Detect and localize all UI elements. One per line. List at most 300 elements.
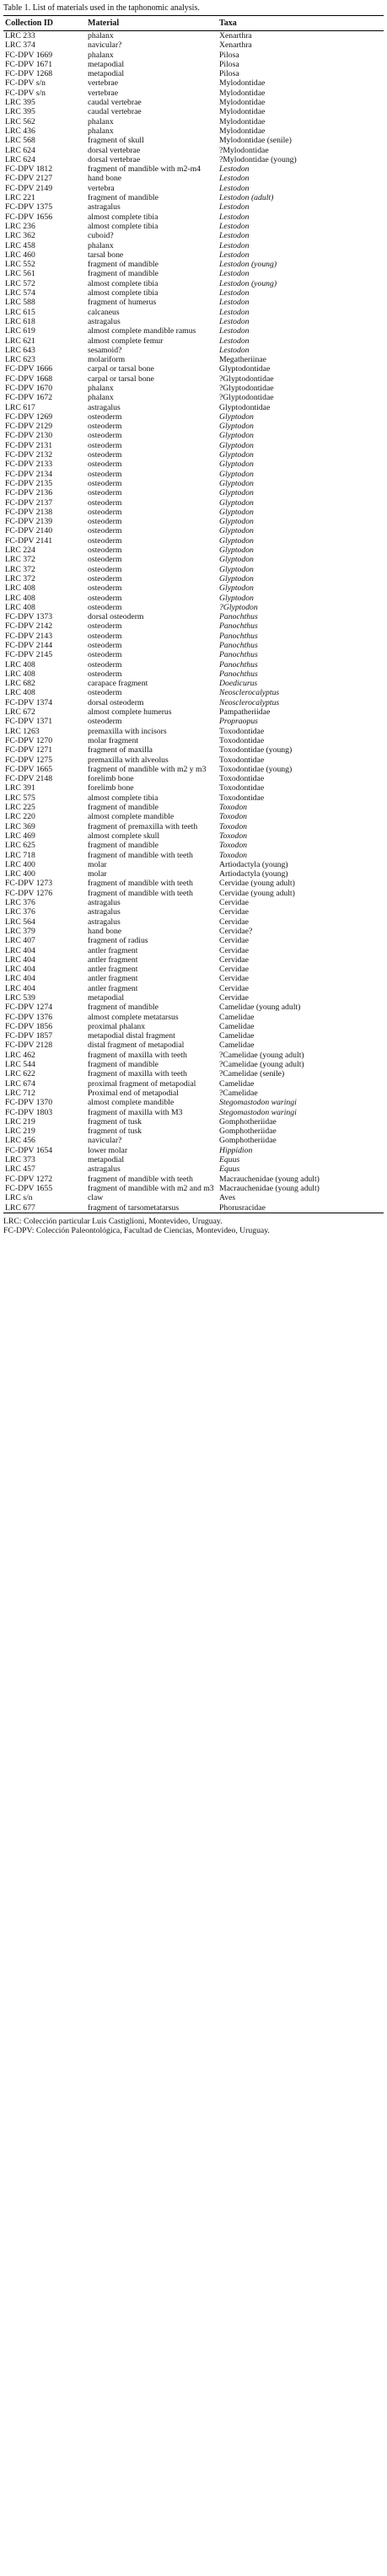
cell-taxa: ?Camelidae (senile) xyxy=(219,1069,285,1079)
cell-collection-id: LRC 564 xyxy=(5,917,35,927)
cell-taxa: Cervidae (young adult) xyxy=(219,879,295,889)
cell-material: astragalus xyxy=(88,1164,121,1175)
header-row xyxy=(3,16,384,31)
table-row xyxy=(3,851,384,860)
cell-collection-id: FC-DPV 2144 xyxy=(5,641,53,650)
cell-collection-id: LRC 436 xyxy=(5,126,35,136)
table-row xyxy=(3,298,384,307)
cell-material: fragment of mandible xyxy=(88,1003,159,1013)
cell-material: phalanx xyxy=(88,126,114,136)
cell-collection-id: LRC 376 xyxy=(5,907,35,917)
cell-material: antler fragment xyxy=(88,965,138,975)
cell-material: antler fragment xyxy=(88,974,138,984)
cell-collection-id: FC-DPV 1671 xyxy=(5,59,53,69)
cell-material: almost complete tibia xyxy=(88,221,159,231)
cell-material: claw xyxy=(88,1193,104,1203)
table-row xyxy=(3,403,384,412)
cell-material: metapodial xyxy=(88,59,125,69)
cell-material: almost complete mandible xyxy=(88,1098,175,1108)
cell-taxa: Panochthus xyxy=(219,650,258,660)
cell-taxa: Panochthus xyxy=(219,612,258,622)
cell-material: almost complete mandible ramus xyxy=(88,326,196,336)
cell-material: osteoderm xyxy=(88,488,122,498)
cell-material: tarsal bone xyxy=(88,250,124,260)
table-row xyxy=(3,184,384,193)
cell-collection-id: FC-DPV 2129 xyxy=(5,422,53,432)
cell-collection-id: LRC 374 xyxy=(5,40,35,51)
cell-material: almost complete mandible xyxy=(88,812,175,822)
cell-taxa: Gomphotheriidae xyxy=(219,1116,277,1127)
cell-collection-id: FC-DPV 1273 xyxy=(5,879,53,889)
cell-taxa: Pilosa xyxy=(219,50,239,60)
footnote-lrc: LRC: Colección particular Luis Castiglioni, Montevideo, Uruguay. xyxy=(3,1216,223,1226)
cell-collection-id: LRC 623 xyxy=(5,355,35,365)
cell-collection-id: FC-DPV 1274 xyxy=(5,1003,53,1013)
cell-collection-id: LRC 395 xyxy=(5,98,35,108)
cell-material: astragalus xyxy=(88,917,121,927)
cell-material: fragment of maxilla xyxy=(88,745,153,756)
cell-taxa: Cervidae xyxy=(219,983,249,993)
cell-collection-id: LRC 233 xyxy=(5,31,35,40)
cell-taxa: Cervidae xyxy=(219,907,249,917)
cell-material: osteoderm xyxy=(88,411,122,422)
cell-material: osteoderm xyxy=(88,440,122,450)
cell-collection-id: LRC 643 xyxy=(5,345,35,355)
cell-taxa: Gomphotheriidae xyxy=(219,1136,277,1146)
table-row xyxy=(3,831,384,841)
cell-collection-id: FC-DPV 2127 xyxy=(5,174,53,184)
cell-material: osteoderm xyxy=(88,422,122,432)
cell-material: molariform xyxy=(88,355,126,365)
cell-collection-id: FC-DPV 1803 xyxy=(5,1107,53,1117)
cell-material: phalanx xyxy=(88,393,114,403)
cell-material: osteoderm xyxy=(88,469,122,479)
document-page xyxy=(0,0,387,1236)
cell-collection-id: FC-DPV 1275 xyxy=(5,755,53,765)
cell-collection-id: LRC 672 xyxy=(5,707,35,718)
cell-collection-id: FC-DPV 2140 xyxy=(5,526,53,536)
cell-collection-id: LRC 544 xyxy=(5,1060,35,1070)
cell-collection-id: LRC 407 xyxy=(5,936,35,946)
cell-collection-id: LRC 618 xyxy=(5,316,35,326)
cell-material: antler fragment xyxy=(88,955,138,965)
table-row xyxy=(3,793,384,803)
cell-taxa: Lestodon xyxy=(219,202,250,212)
cell-material: osteoderm xyxy=(88,535,122,546)
cell-material: vertebrae xyxy=(88,78,119,89)
cell-taxa: Cervidae xyxy=(219,945,249,955)
cell-material: fragment of mandible with teeth xyxy=(88,850,193,860)
cell-taxa: ?Glyptodontidae xyxy=(219,383,274,393)
cell-material: fragment of mandible with m2-m4 xyxy=(88,164,201,175)
cell-collection-id: FC-DPV 2135 xyxy=(5,478,53,488)
table-row xyxy=(3,1069,384,1078)
table-caption: Table 1. List of materials used in the taphonomic analysis. xyxy=(3,3,200,13)
table-row xyxy=(3,765,384,774)
table-row xyxy=(3,412,384,422)
cell-material: forelimb bone xyxy=(88,774,134,784)
cell-taxa: ?Glyptodon xyxy=(219,602,258,612)
table-row xyxy=(3,117,384,126)
cell-collection-id: FC-DPV 1654 xyxy=(5,1145,53,1155)
cell-material: astragalus xyxy=(88,202,121,212)
table-row xyxy=(3,308,384,317)
cell-taxa: Lestodon xyxy=(219,326,250,336)
cell-collection-id: LRC 408 xyxy=(5,602,35,612)
table-row xyxy=(3,641,384,650)
table-row xyxy=(3,250,384,260)
table-row xyxy=(3,1136,384,1145)
cell-material: osteoderm xyxy=(88,717,122,727)
table-row xyxy=(3,260,384,269)
cell-taxa: Toxodon xyxy=(219,812,248,822)
cell-taxa: Lestodon (young) xyxy=(219,278,277,288)
cell-taxa: Glyptodon xyxy=(219,440,254,450)
table-row xyxy=(3,460,384,469)
cell-material: antler fragment xyxy=(88,945,138,955)
table-row xyxy=(3,1164,384,1174)
cell-material: fragment of humerus xyxy=(88,298,157,308)
cell-collection-id: LRC 404 xyxy=(5,945,35,955)
cell-collection-id: FC-DPV 1270 xyxy=(5,735,53,745)
table-row xyxy=(3,393,384,402)
table-row xyxy=(3,146,384,155)
table-row xyxy=(3,1127,384,1136)
table-row xyxy=(3,860,384,869)
table-row xyxy=(3,498,384,508)
table-row xyxy=(3,1155,384,1164)
cell-material: phalanx xyxy=(88,383,114,393)
table-row xyxy=(3,612,384,621)
cell-material: caudal vertebrae xyxy=(88,107,142,117)
cell-collection-id: FC-DPV 2130 xyxy=(5,431,53,441)
cell-material: almost complete femur xyxy=(88,336,164,346)
cell-material: fragment of mandible with teeth xyxy=(88,1174,193,1184)
cell-material: osteoderm xyxy=(88,517,122,527)
table-row xyxy=(3,546,384,555)
cell-taxa: Panochthus xyxy=(219,669,258,679)
cell-collection-id: LRC 372 xyxy=(5,555,35,565)
cell-material: fragment of mandible xyxy=(88,269,159,279)
cell-taxa: Lestodon xyxy=(219,316,250,326)
cell-taxa: Panochthus xyxy=(219,659,258,670)
table-row xyxy=(3,31,384,41)
table-row xyxy=(3,812,384,821)
cell-material: astragalus xyxy=(88,316,121,326)
cell-collection-id: LRC 619 xyxy=(5,326,35,336)
table-row xyxy=(3,231,384,240)
cell-taxa: Mylodontidae xyxy=(219,78,266,89)
cell-material: distal fragment of metapodial xyxy=(88,1041,185,1051)
cell-taxa: Glyptodon xyxy=(219,460,254,470)
cell-taxa: Lestodon (young) xyxy=(219,260,277,270)
cell-collection-id: LRC 561 xyxy=(5,269,35,279)
cell-taxa: Glyptodon xyxy=(219,583,254,594)
cell-collection-id: FC-DPV 1268 xyxy=(5,69,53,79)
table-row xyxy=(3,1013,384,1022)
table-row xyxy=(3,1203,384,1213)
cell-collection-id: FC-DPV 1276 xyxy=(5,888,53,898)
table-row xyxy=(3,621,384,631)
table-row xyxy=(3,650,384,659)
cell-collection-id: FC-DPV 1666 xyxy=(5,364,53,374)
cell-material: premaxilla with incisors xyxy=(88,726,167,736)
cell-material: osteoderm xyxy=(88,564,122,574)
cell-collection-id: LRC 552 xyxy=(5,260,35,270)
table-row xyxy=(3,1041,384,1050)
table-row xyxy=(3,69,384,78)
cell-taxa: Cervidae (young adult) xyxy=(219,888,295,898)
table-row xyxy=(3,479,384,488)
cell-taxa: Lestodon xyxy=(219,336,250,346)
cell-collection-id: LRC 624 xyxy=(5,145,35,155)
cell-material: antler fragment xyxy=(88,983,138,993)
cell-collection-id: FC-DPV 1668 xyxy=(5,374,53,384)
cell-collection-id: LRC 682 xyxy=(5,679,35,689)
cell-material: fragment of mandible xyxy=(88,841,159,851)
table-row xyxy=(3,583,384,593)
cell-collection-id: LRC 625 xyxy=(5,841,35,851)
cell-taxa: Neosclerocalyptus xyxy=(219,688,280,698)
cell-taxa: Camelidae xyxy=(219,1021,255,1031)
table-row xyxy=(3,536,384,546)
cell-material: almost complete tibia xyxy=(88,288,159,298)
cell-material: metapodial xyxy=(88,69,125,79)
table-row xyxy=(3,155,384,164)
cell-taxa: Glyptodon xyxy=(219,450,254,460)
cell-material: dorsal osteoderm xyxy=(88,697,144,707)
cell-collection-id: LRC 220 xyxy=(5,812,35,822)
cell-material: osteoderm xyxy=(88,507,122,517)
cell-material: fragment of premaxilla with teeth xyxy=(88,821,198,831)
cell-collection-id: FC-DPV 2128 xyxy=(5,1041,53,1051)
table-row xyxy=(3,707,384,717)
cell-collection-id: LRC 568 xyxy=(5,136,35,146)
table-row xyxy=(3,660,384,670)
cell-taxa: Cervidae xyxy=(219,965,249,975)
cell-collection-id: FC-DPV 2145 xyxy=(5,650,53,660)
cell-taxa: Glyptodontidae xyxy=(219,402,271,412)
cell-collection-id: LRC 376 xyxy=(5,898,35,908)
header-taxa: Taxa xyxy=(218,16,384,31)
cell-collection-id: LRC 621 xyxy=(5,336,35,346)
cell-collection-id: LRC 457 xyxy=(5,1164,35,1175)
cell-material: phalanx xyxy=(88,116,114,126)
cell-taxa: Cervidae xyxy=(219,992,249,1003)
cell-collection-id: LRC 395 xyxy=(5,107,35,117)
table-body xyxy=(3,31,384,1213)
table-row xyxy=(3,993,384,1003)
cell-taxa: Aves xyxy=(219,1193,236,1203)
cell-taxa: Lestodon xyxy=(219,174,250,184)
cell-material: carpal or tarsal bone xyxy=(88,364,154,374)
table-row xyxy=(3,136,384,145)
cell-collection-id: FC-DPV 1374 xyxy=(5,697,53,707)
cell-taxa: Toxodontidae (young) xyxy=(219,764,293,774)
cell-material: osteoderm xyxy=(88,602,122,612)
table-row xyxy=(3,869,384,879)
cell-collection-id: FC-DPV 1656 xyxy=(5,212,53,222)
cell-material: caudal vertebrae xyxy=(88,98,142,108)
table-row xyxy=(3,517,384,526)
cell-material: proximal fragment of metapodial xyxy=(88,1078,196,1089)
table-row xyxy=(3,1193,384,1202)
cell-material: fragment of maxilla with teeth xyxy=(88,1050,187,1060)
cell-taxa: Glyptodon xyxy=(219,488,254,498)
cell-material: fragment of mandible with m2 and m3 xyxy=(88,1183,214,1193)
cell-taxa: Cervidae xyxy=(219,936,249,946)
table-row xyxy=(3,422,384,431)
cell-collection-id: FC-DPV 2137 xyxy=(5,497,53,508)
table-row xyxy=(3,51,384,60)
table-row xyxy=(3,565,384,574)
table-footnotes xyxy=(3,1217,384,1236)
cell-taxa: Macrauchenidae (young adult) xyxy=(219,1183,320,1193)
cell-collection-id: LRC 404 xyxy=(5,965,35,975)
table-row xyxy=(3,889,384,898)
cell-collection-id: LRC 404 xyxy=(5,983,35,993)
cell-material: molar xyxy=(88,869,107,879)
cell-material: dorsal vertebrae xyxy=(88,145,141,155)
cell-collection-id: LRC 404 xyxy=(5,974,35,984)
cell-material: fragment of mandible with m2 y m3 xyxy=(88,764,207,774)
cell-taxa: Camelidae xyxy=(219,1041,255,1051)
table-row xyxy=(3,670,384,679)
cell-material: proximal phalanx xyxy=(88,1021,146,1031)
cell-material: cuboid? xyxy=(88,231,114,241)
table-row xyxy=(3,841,384,850)
cell-taxa: Glyptodon xyxy=(219,431,254,441)
cell-taxa: Toxodon xyxy=(219,803,248,813)
cell-collection-id: LRC 677 xyxy=(3,1203,86,1213)
table-row xyxy=(3,78,384,88)
table-row xyxy=(3,508,384,517)
cell-material: molar fragment xyxy=(88,735,138,745)
cell-material: calcaneus xyxy=(88,307,120,317)
cell-taxa: Artiodactyla (young) xyxy=(219,869,288,879)
table-row xyxy=(3,60,384,69)
cell-collection-id: LRC 617 xyxy=(5,402,35,412)
cell-collection-id: FC-DPV s/n xyxy=(5,88,46,98)
cell-collection-id: FC-DPV 1269 xyxy=(5,411,53,422)
table-row xyxy=(3,774,384,783)
cell-taxa: Phorusracidae xyxy=(218,1203,384,1213)
table-row xyxy=(3,965,384,974)
table-row xyxy=(3,803,384,812)
cell-collection-id: LRC 572 xyxy=(5,278,35,288)
table-row xyxy=(3,346,384,355)
table-row xyxy=(3,898,384,907)
cell-collection-id: LRC 615 xyxy=(5,307,35,317)
cell-collection-id: FC-DPV 2142 xyxy=(5,621,53,632)
cell-taxa: Propraopus xyxy=(219,717,258,727)
table-row xyxy=(3,783,384,793)
cell-taxa: Xenarthra xyxy=(219,31,252,40)
table-row xyxy=(3,288,384,298)
table-row xyxy=(3,241,384,250)
cell-taxa: Glyptodon xyxy=(219,517,254,527)
cell-taxa: Gomphotheriidae xyxy=(219,1127,277,1137)
table-row xyxy=(3,927,384,936)
table-row xyxy=(3,193,384,202)
cell-taxa: Glyptodontidae xyxy=(219,364,271,374)
cell-taxa: Glyptodon xyxy=(219,546,254,556)
table-row xyxy=(3,756,384,765)
cell-material: hand bone xyxy=(88,926,122,936)
cell-taxa: Camelidae xyxy=(219,1078,255,1089)
cell-material: lower molar xyxy=(88,1145,128,1155)
cell-taxa: Mylodontidae xyxy=(219,116,266,126)
table-row xyxy=(3,555,384,564)
cell-taxa: Artiodactyla (young) xyxy=(219,859,288,869)
cell-taxa: Macrauchenidae (young adult) xyxy=(219,1174,320,1184)
table-row xyxy=(3,745,384,755)
cell-collection-id: FC-DPV 1272 xyxy=(5,1174,53,1184)
cell-taxa: Lestodon xyxy=(219,288,250,298)
table-row xyxy=(3,594,384,603)
cell-material: astragalus xyxy=(88,402,121,412)
cell-taxa: Glyptodon xyxy=(219,478,254,488)
cell-collection-id: LRC 622 xyxy=(5,1069,35,1079)
cell-material: osteoderm xyxy=(88,641,122,650)
cell-taxa: Glyptodon xyxy=(219,526,254,536)
table-row xyxy=(3,1079,384,1089)
table-row xyxy=(3,384,384,393)
table-row xyxy=(3,917,384,927)
cell-taxa: ?Mylodontidae xyxy=(219,145,269,155)
cell-collection-id: FC-DPV 1376 xyxy=(5,1012,53,1022)
cell-material: osteoderm xyxy=(88,659,122,670)
cell-taxa: Cervidae xyxy=(219,898,249,908)
table-row xyxy=(3,1060,384,1069)
cell-taxa: Panochthus xyxy=(219,641,258,650)
cell-taxa: Lestodon xyxy=(219,345,250,355)
cell-collection-id: FC-DPV 2141 xyxy=(5,535,53,546)
cell-material: fragment of mandible with teeth xyxy=(88,879,193,889)
cell-material: fragment of mandible xyxy=(88,260,159,270)
cell-collection-id: LRC 562 xyxy=(5,116,35,126)
cell-taxa: ?Camelidae xyxy=(219,1088,258,1098)
cell-taxa: Toxodontidae xyxy=(219,735,265,745)
cell-taxa: Glyptodon xyxy=(219,555,254,565)
cell-taxa: Pilosa xyxy=(219,69,239,79)
cell-taxa: Equus xyxy=(219,1164,240,1175)
cell-taxa: Lestodon xyxy=(219,212,250,222)
cell-collection-id: LRC 408 xyxy=(5,593,35,603)
cell-material: osteoderm xyxy=(88,650,122,660)
cell-collection-id: LRC 373 xyxy=(5,1155,35,1165)
cell-material: almost complete tibia xyxy=(88,793,159,803)
cell-material: osteoderm xyxy=(88,431,122,441)
table-row xyxy=(3,279,384,288)
table-row xyxy=(3,174,384,183)
cell-collection-id: LRC s/n xyxy=(5,1193,33,1203)
cell-collection-id: LRC 224 xyxy=(5,546,35,556)
cell-collection-id: FC-DPV 1669 xyxy=(5,50,53,60)
cell-material: dorsal osteoderm xyxy=(88,612,144,622)
cell-collection-id: LRC 674 xyxy=(5,1078,35,1089)
table-row xyxy=(3,212,384,222)
cell-taxa: Glyptodon xyxy=(219,573,254,583)
cell-collection-id: FC-DPV 1271 xyxy=(5,745,53,756)
cell-material: dorsal vertebrae xyxy=(88,154,141,164)
table-row xyxy=(3,1003,384,1012)
cell-taxa: Lestodon xyxy=(219,298,250,308)
table-row xyxy=(3,1184,384,1193)
table-row xyxy=(3,107,384,116)
table-row xyxy=(3,632,384,641)
table-row xyxy=(3,1117,384,1127)
